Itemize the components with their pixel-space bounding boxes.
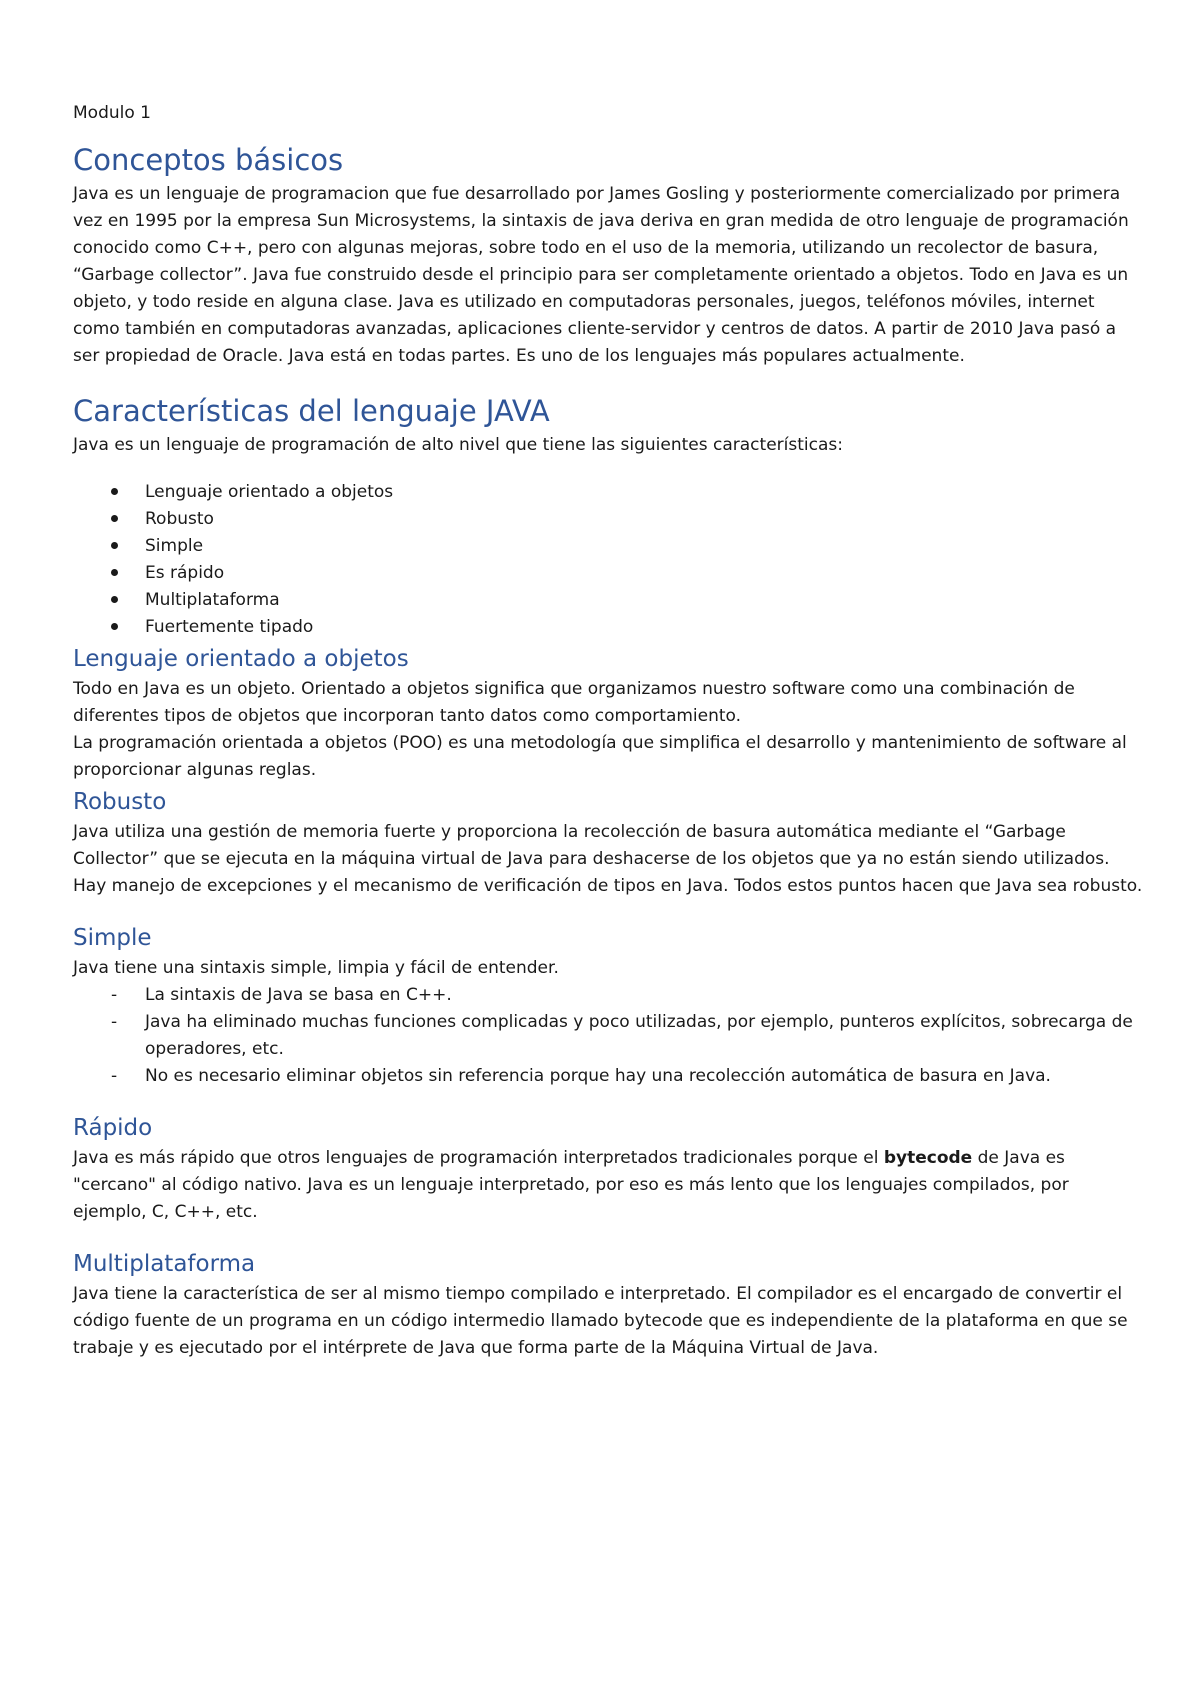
list-item (73, 533, 1143, 560)
list-item-text: Simple (145, 536, 204, 556)
list-item (73, 1009, 1143, 1063)
list-item-text: Robusto (145, 509, 214, 529)
paragraph-caracteristicas-intro: Java es un lenguaje de programación de alto nivel que tiene las siguientes características: (73, 435, 843, 455)
dash-icon: - (111, 1066, 118, 1086)
heading-rapido: Rápido (73, 1115, 153, 1141)
list-item (73, 982, 1143, 1009)
heading-simple: Simple (73, 925, 152, 951)
simple-list (73, 982, 1143, 1090)
paragraph-simple-intro: Java tiene una sintaxis simple, limpia y fácil de entender. (73, 958, 559, 978)
paragraph-multiplataforma: Java tiene la característica de ser al mismo tiempo compilado e interpretado. El compilador es el encargado de convertir el código fuente de un programa en un código intermedio llamado bytecode que es independiente de la plataforma en que se trabaje y es ejecutado por el intérprete de Java que forma parte de la Máquina Virtual de Java. (73, 1284, 1128, 1358)
list-item-text: Multiplataforma (145, 590, 280, 610)
list-item (73, 506, 1143, 533)
paragraph-rapido-text-before: Java es más rápido que otros lenguajes de programación interpretados tradicionales porque el (73, 1148, 884, 1168)
list-item (73, 560, 1143, 587)
dash-icon: - (111, 985, 118, 1005)
document-label: Modulo 1 (73, 103, 151, 123)
list-item-text: No es necesario eliminar objetos sin referencia porque hay una recolección automática de basura en Java. (145, 1066, 1051, 1086)
list-item (73, 479, 1143, 506)
heading-multiplataforma: Multiplataforma (73, 1251, 256, 1277)
dash-icon: - (111, 1012, 118, 1032)
caracteristicas-list (73, 479, 1143, 641)
heading-conceptos-basicos: Conceptos básicos (73, 143, 344, 177)
paragraph-conceptos: Java es un lenguaje de programacion que fue desarrollado por James Gosling y posteriormente comercializado por primera vez en 1995 por la empresa Sun Microsystems, la sintaxis de java deriva en gran medida de otro lenguaje de programación conocido como C++, pero con algunas mejoras, sobre todo en el uso de la memoria, utilizando un recolector de basura, “Garbage collector”. Java fue construido desde el principio para ser completamente orientado a objetos. Todo en Java es un objeto, y todo reside en alguna clase. Java es utilizado en computadoras personales, juegos, teléfonos móviles, internet como también en computadoras avanzadas, aplicaciones cliente-servidor y centros de datos. A partir de 2010 Java pasó a ser propiedad de Oracle. Java está en todas partes. Es uno de los lenguajes más populares actualmente. (73, 184, 1129, 366)
paragraph-rapido (73, 1145, 1143, 1226)
list-item-text: Es rápido (145, 563, 225, 583)
bullet-icon (111, 623, 118, 630)
paragraph-orientado-1: Todo en Java es un objeto. Orientado a objetos significa que organizamos nuestro software como una combinación de diferentes tipos de objetos que incorporan tanto datos como comportamiento. (73, 679, 1075, 726)
bullet-icon (111, 515, 118, 522)
bullet-icon (111, 596, 118, 603)
heading-caracteristicas: Características del lenguaje JAVA (73, 394, 550, 428)
paragraph-robusto: Java utiliza una gestión de memoria fuerte y proporciona la recolección de basura automática mediante el “Garbage Collector” que se ejecuta en la máquina virtual de Java para deshacerse de los objetos que ya no están siendo utilizados. Hay manejo de excepciones y el mecanismo de verificación de tipos en Java. Todos estos puntos hacen que Java sea robusto. (73, 822, 1143, 896)
list-item (73, 614, 1143, 641)
list-item (73, 587, 1143, 614)
bullet-icon (111, 488, 118, 495)
list-item (73, 1063, 1143, 1090)
document-page (73, 100, 1143, 1362)
list-item-text: Java ha eliminado muchas funciones complicadas y poco utilizadas, por ejemplo, punteros explícitos, sobrecarga de operadores, etc. (145, 1012, 1133, 1059)
list-item-text: Lenguaje orientado a objetos (145, 482, 394, 502)
bytecode-term: bytecode (883, 1148, 973, 1168)
heading-robusto: Robusto (73, 789, 167, 815)
paragraph-orientado-2: La programación orientada a objetos (POO) es una metodología que simplifica el desarrollo y mantenimiento de software al proporcionar algunas reglas. (73, 733, 1127, 780)
list-item-text: La sintaxis de Java se basa en C++. (145, 985, 452, 1005)
heading-orientado-objetos: Lenguaje orientado a objetos (73, 646, 409, 672)
list-item-text: Fuertemente tipado (145, 617, 314, 637)
bullet-icon (111, 569, 118, 576)
bullet-icon (111, 542, 118, 549)
paragraph-rapido-text-after: de Java es "cercano" al código nativo. Java es un lenguaje interpretado, por eso es más lento que los lenguajes compilados, por ejemplo, C, C++, etc. (73, 1148, 1069, 1222)
